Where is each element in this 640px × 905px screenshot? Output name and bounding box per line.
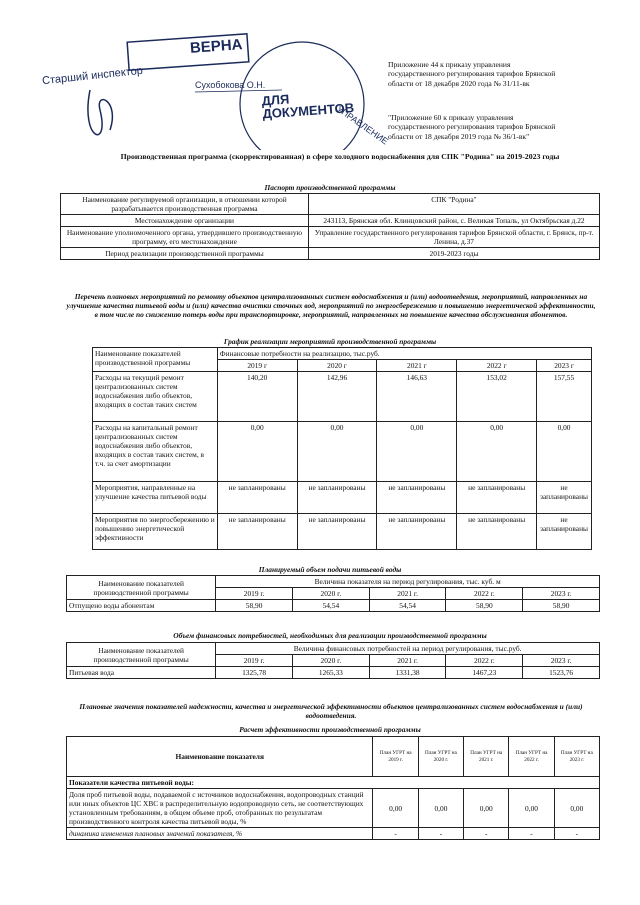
cell-value: 140,20 bbox=[217, 372, 297, 422]
page-title: Производственная программа (скорректированная) в сфере холодного водоснабжения для СПК "Родина" на 2019-2023 годы bbox=[120, 152, 560, 161]
cell-value: 153,02 bbox=[457, 372, 537, 422]
cell-value: 1331,38 bbox=[369, 667, 446, 679]
finance-table-wrap bbox=[66, 642, 600, 679]
cell-value: не запланированы bbox=[457, 482, 537, 514]
table-row bbox=[67, 600, 600, 612]
passport-table bbox=[60, 193, 600, 260]
row-label: Мероприятия, направленные на улучшение качества питьевой воды bbox=[93, 482, 218, 514]
year-header: 2021 г. bbox=[369, 655, 446, 667]
table-row bbox=[93, 372, 592, 422]
table-row bbox=[93, 482, 592, 514]
year-header: 2022 г. bbox=[446, 655, 523, 667]
cell-value: не запланированы bbox=[217, 482, 297, 514]
row-label: Питьевая вода bbox=[67, 667, 216, 679]
supply-table bbox=[66, 575, 600, 612]
passport-value: СПК "Родина" bbox=[308, 194, 599, 215]
year-header: 2020 г. bbox=[292, 655, 369, 667]
cell-value: 1467,23 bbox=[446, 667, 523, 679]
section-row bbox=[67, 777, 600, 789]
efficiency-table bbox=[66, 736, 600, 840]
cell-value: не запланированы bbox=[457, 514, 537, 550]
table-header-row bbox=[67, 643, 600, 655]
cell-value: не запланированы bbox=[537, 514, 592, 550]
column-group-header: Величина финансовых потребностей на период регулирования, тыс.руб. bbox=[216, 643, 600, 655]
year-header: 2023 г bbox=[537, 360, 592, 372]
year-header: 2019 г. bbox=[216, 655, 293, 667]
efficiency-table-wrap bbox=[66, 736, 600, 840]
cell-value: не запланированы bbox=[377, 514, 457, 550]
reliability-intro: Плановые значения показателей надежности, качества и энергетической эффективности объектов централизованных систем водоснабжения и (или) водоотведения. bbox=[79, 702, 583, 721]
year-header: План УГРТ на 2023 г. bbox=[554, 737, 599, 777]
row-label: Расходы на капитальный ремонт централизованных систем водоснабжения либо объектов, входящих в состав таких систем, в т.ч. за счет амортизации bbox=[93, 422, 218, 482]
supply-table-wrap bbox=[66, 575, 600, 612]
cell-value: - bbox=[418, 828, 463, 840]
year-header: 2022 г bbox=[457, 360, 537, 372]
efficiency-caption: Расчет эффективности производственной программы bbox=[239, 725, 421, 734]
stamp-name: Сухобокова О.Н. bbox=[195, 80, 266, 90]
appendix-line: области от 18 декабря 2019 года № 36/1-вк" bbox=[388, 131, 530, 141]
stamp-inspector: Старший инспектор bbox=[41, 64, 144, 88]
stamp-for-documents: ДЛЯ ДОКУМЕНТОВ bbox=[261, 91, 355, 122]
cell-value: 0,00 bbox=[554, 789, 599, 828]
column-group-header: Финансовые потребности на реализацию, тыс.руб. bbox=[217, 348, 591, 360]
cell-value: - bbox=[464, 828, 509, 840]
appendix-line: государственного регулирования тарифов Брянской bbox=[388, 69, 556, 79]
section-title: Показатели качества питьевой воды: bbox=[67, 777, 600, 789]
cell-value: 0,00 bbox=[297, 422, 377, 482]
cell-value: 58,90 bbox=[523, 600, 600, 612]
cell-value: 0,00 bbox=[464, 789, 509, 828]
finance-table bbox=[66, 642, 600, 679]
passport-label: Наименование регулируемой организации, в отношении которой разрабатывается производственная программа bbox=[61, 194, 309, 215]
cell-value: 0,00 bbox=[457, 422, 537, 482]
cell-value: - bbox=[373, 828, 418, 840]
table-row bbox=[61, 215, 600, 227]
cell-value: - bbox=[509, 828, 554, 840]
cell-value: 58,90 bbox=[446, 600, 523, 612]
supply-caption: Планируемый объем подачи питьевой воды bbox=[258, 565, 402, 574]
table-row bbox=[67, 828, 600, 840]
table-row bbox=[67, 789, 600, 828]
passport-label: Период реализации производственной программы bbox=[61, 248, 309, 260]
year-header: 2021 г bbox=[377, 360, 457, 372]
passport-label: Наименование уполномоченного органа, утвердившего производственную программу, его местонахождение bbox=[61, 227, 309, 248]
schedule-table-wrap bbox=[92, 347, 592, 550]
cell-value: 1523,76 bbox=[523, 667, 600, 679]
cell-value: не запланированы bbox=[217, 514, 297, 550]
approval-stamp bbox=[40, 30, 391, 150]
cell-value: 0,00 bbox=[377, 422, 457, 482]
cell-value: 54,54 bbox=[369, 600, 446, 612]
cell-value: 0,00 bbox=[509, 789, 554, 828]
year-header: План УГРТ на 2019 г. bbox=[373, 737, 418, 777]
column-group-header: Величина показателя на период регулирования, тыс. куб. м bbox=[216, 576, 600, 588]
cell-value: 1325,78 bbox=[216, 667, 293, 679]
column-header: Наименование показателей производственной программы bbox=[67, 576, 216, 600]
year-header: План УГРТ на 2021 г. bbox=[464, 737, 509, 777]
cell-value: не запланированы bbox=[537, 482, 592, 514]
schedule-caption: График реализации мероприятий производственной программы bbox=[223, 337, 437, 346]
year-header: 2021 г. bbox=[369, 588, 446, 600]
cell-value: - bbox=[554, 828, 599, 840]
appendix-line: государственного регулирования тарифов Брянской bbox=[388, 122, 556, 132]
year-header: План УГРТ на 2020 г. bbox=[418, 737, 463, 777]
cell-value: 1265,33 bbox=[292, 667, 369, 679]
column-header: Наименование показателей производственной программы bbox=[93, 348, 218, 372]
passport-value: Управление государственного регулирования тарифов Брянской области, г. Брянск, пр-т. Ленина, д.37 bbox=[308, 227, 599, 248]
year-header: План УГРТ на 2022 г. bbox=[509, 737, 554, 777]
year-header: 2020 г. bbox=[292, 588, 369, 600]
table-header-row bbox=[67, 576, 600, 588]
table-row bbox=[61, 248, 600, 260]
stamp-upravlenie: УПРАВЛЕНИЕ bbox=[334, 103, 391, 147]
passport-caption: Паспорт производственной программы bbox=[264, 183, 396, 192]
cell-value: 0,00 bbox=[217, 422, 297, 482]
cell-value: не запланированы bbox=[377, 482, 457, 514]
table-header-row bbox=[93, 348, 592, 360]
cell-value: не запланированы bbox=[297, 514, 377, 550]
table-row bbox=[93, 514, 592, 550]
appendix-block-1 bbox=[388, 60, 618, 88]
cell-value: 0,00 bbox=[537, 422, 592, 482]
table-header-row bbox=[67, 737, 600, 777]
cell-value: 157,55 bbox=[537, 372, 592, 422]
year-header: 2023 г. bbox=[523, 655, 600, 667]
finance-caption: Объем финансовых потребностей, необходимых для реализации производственной программы bbox=[173, 631, 487, 640]
year-header: 2019 г bbox=[217, 360, 297, 372]
year-header: 2019 г. bbox=[216, 588, 293, 600]
cell-value: 0,00 bbox=[373, 789, 418, 828]
appendix-line: Приложение 44 к приказу управления bbox=[388, 60, 511, 69]
stamp-verna: ВЕРНА bbox=[189, 36, 243, 57]
cell-value: 58,90 bbox=[216, 600, 293, 612]
row-label: динамика изменения плановых значений показателя, % bbox=[67, 828, 373, 840]
passport-value: 2019-2023 годы bbox=[308, 248, 599, 260]
cell-value: 146,63 bbox=[377, 372, 457, 422]
column-header: Наименование показателя bbox=[67, 737, 373, 777]
row-label: Доля проб питьевой воды, подаваемой с источников водоснабжения, водопроводных станций или иных объектов ЦС ХВС в распределительную водопроводную сеть, не соответствующих установленным требованиям, в общем объеме проб, отобранных по результатам производственного контроля качества питьевой воды, % bbox=[67, 789, 373, 828]
column-header: Наименование показателей производственной программы bbox=[67, 643, 216, 667]
appendix-line: области от 18 декабря 2020 года № 31/11-вк bbox=[388, 78, 530, 88]
cell-value: 0,00 bbox=[418, 789, 463, 828]
row-label: Мероприятия по энергосбережению и повышению энергетической эффективности bbox=[93, 514, 218, 550]
passport-label: Местонахождение организации bbox=[61, 215, 309, 227]
table-row bbox=[61, 227, 600, 248]
table-row bbox=[61, 194, 600, 215]
row-label: Отпущено воды абонентам bbox=[67, 600, 216, 612]
schedule-table bbox=[92, 347, 592, 550]
year-header: 2020 г bbox=[297, 360, 377, 372]
appendix-block-2 bbox=[388, 113, 618, 141]
table-row bbox=[67, 667, 600, 679]
passport-value: 243113, Брянская обл. Клинцовский район, с. Великая Топаль, ул Октябрьская д.22 bbox=[308, 215, 599, 227]
cell-value: 142,96 bbox=[297, 372, 377, 422]
cell-value: 54,54 bbox=[292, 600, 369, 612]
measures-intro: Перечень плановых мероприятий по ремонту объектов централизованных систем водоснабжения и (или) водоотведения, мероприятий, направленных на улучшение качества питьевой воды и (или) качества очистки сточных вод, мероприятий по энергосбережению и повышению энергетической эффективности, в том числе по снижению потерь воды при транспортировке, мероприятий, направленных на повышение качества обслуживания абонентов. bbox=[66, 292, 596, 320]
passport-table-wrap bbox=[60, 193, 600, 260]
row-label: Расходы на текущий ремонт централизованных систем водоснабжения либо объектов, входящих в состав таких систем bbox=[93, 372, 218, 422]
appendix-line: "Приложение 60 к приказу управления bbox=[388, 113, 514, 122]
year-header: 2022 г. bbox=[446, 588, 523, 600]
table-row bbox=[93, 422, 592, 482]
cell-value: не запланированы bbox=[297, 482, 377, 514]
year-header: 2023 г. bbox=[523, 588, 600, 600]
